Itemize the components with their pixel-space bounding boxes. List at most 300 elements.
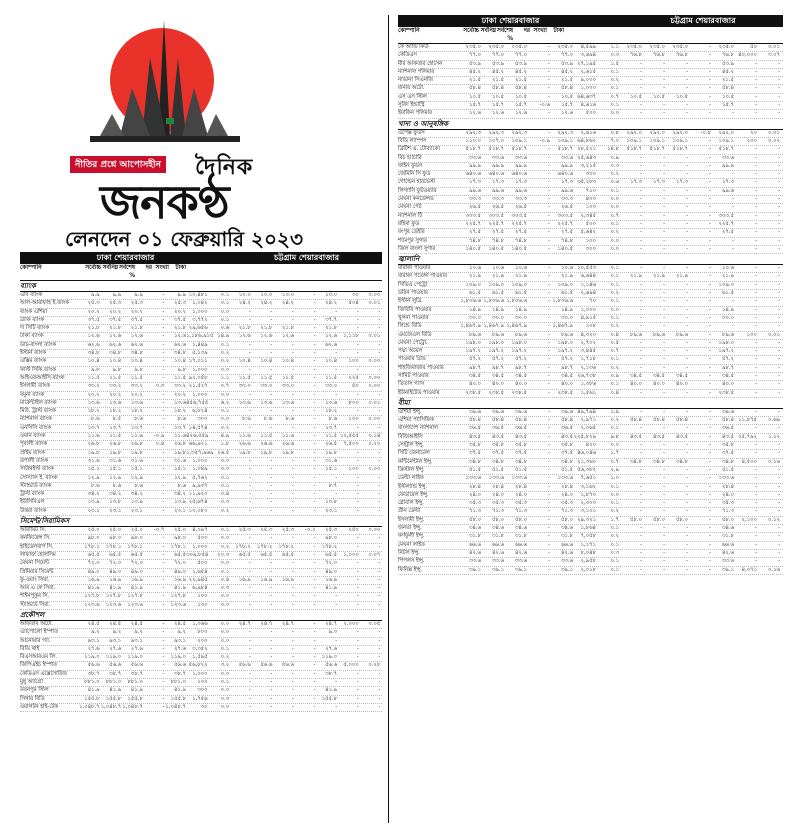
cell-value: - xyxy=(755,450,757,457)
cell-value: ২৬.৮ xyxy=(173,441,186,448)
cell-value: - xyxy=(640,171,642,178)
cell-value: ৮০০ xyxy=(348,399,359,406)
cell-value: ৮৮১.০ xyxy=(105,679,122,686)
cell-value: ৩৯.১ xyxy=(491,566,504,573)
company-name: ব্র্যাক ব্যাংক xyxy=(20,316,45,323)
cell-value: ৫০৪ xyxy=(348,300,359,307)
cell-value: - xyxy=(313,399,316,406)
cell-value: ২৮.৪ xyxy=(514,483,527,490)
cell-value: ১৩.৮ xyxy=(325,499,338,506)
cell-value: - xyxy=(248,687,251,694)
cell-value: ১১.৫ xyxy=(238,374,251,381)
cell-value: ৩৭.৫ xyxy=(173,316,186,323)
table-row xyxy=(20,491,382,499)
cell-value: ৬৬.৬ xyxy=(468,541,481,548)
cell-value: ০.০১ xyxy=(368,333,381,340)
cell-value: - xyxy=(162,560,165,567)
cell-value: ১২.৬ xyxy=(130,333,143,340)
cell-value: ০.৩ xyxy=(610,549,619,556)
cell-value: - xyxy=(313,654,316,661)
cell-value: - xyxy=(755,229,757,236)
cell-value: ১৩.৬ xyxy=(238,399,251,406)
cell-value: ১,০৪৮.৭ xyxy=(165,703,186,710)
company-name: নিটল ইন্সু. xyxy=(398,549,420,556)
company-name: এপেক্স ফুডস xyxy=(398,129,425,136)
cell-value: - xyxy=(709,187,711,194)
cell-value: ৫,৭৬২ xyxy=(192,474,208,481)
cell-value: - xyxy=(663,408,665,415)
cell-value: ৩৪.৫ xyxy=(652,372,665,379)
cell-value: - xyxy=(663,77,665,84)
cell-value: ৭,৫০০ xyxy=(343,441,359,448)
cell-value: ২৭.৫ xyxy=(721,229,734,236)
cell-value: - xyxy=(663,491,665,498)
cell-value: - xyxy=(755,171,757,178)
cell-value: ৩১.৬ xyxy=(325,457,338,464)
cell-value: - xyxy=(270,601,273,608)
cell-value: ০.০০ xyxy=(368,466,381,473)
cell-value: ৬৫.৫ xyxy=(281,551,294,558)
cell-value: ২৬,৭৩৮ xyxy=(577,372,596,379)
cell-value: ৫৮.৪ xyxy=(630,417,642,424)
section-title: বীমা xyxy=(398,399,783,409)
cell-value: ২৩.১ xyxy=(130,507,143,514)
cell-value: - xyxy=(755,245,757,252)
cell-value: ৩৩.৬ xyxy=(514,154,527,161)
cell-value: ১২.৯ xyxy=(173,474,186,481)
cell-value: - xyxy=(313,560,316,567)
cell-value: ১০.৪ xyxy=(130,358,143,365)
cell-value: ১৫.১ xyxy=(325,466,338,473)
table-row xyxy=(20,367,382,375)
cell-value: ১৭৮.১ xyxy=(105,543,122,550)
cell-value: ১৬.৯ xyxy=(109,576,122,583)
cell-value: - xyxy=(356,499,359,506)
cell-value: - xyxy=(292,474,294,481)
cell-value: ৮৯.৬ xyxy=(675,331,688,338)
cell-value: ১,০০০ xyxy=(192,308,208,315)
table-row xyxy=(20,292,382,300)
cell-value: - xyxy=(640,196,642,203)
cell-value: - xyxy=(292,507,294,514)
cell-value: ২৭.৬ xyxy=(325,645,338,652)
cell-value: ৪১.৯ xyxy=(173,687,186,694)
cell-value: - xyxy=(270,703,273,710)
cell-value: ৯৮.৭ xyxy=(721,364,734,371)
cell-value: ১২.৬ xyxy=(560,110,573,117)
section-title: প্রকৌশল xyxy=(20,611,382,621)
cell-value: ৪৫.২ xyxy=(560,68,573,75)
cell-value: - xyxy=(663,508,665,515)
table-row xyxy=(398,467,783,475)
cell-value: ০.০ xyxy=(610,204,619,211)
cell-value: ১৬.৯ xyxy=(325,576,338,583)
cell-value: ৫৬,৮২২ xyxy=(188,662,208,669)
table-row xyxy=(398,567,783,575)
company-name: ওয়ান ব্যাংক xyxy=(20,433,46,440)
cell-value: ৫৮.৪ xyxy=(653,417,665,424)
cell-value: - xyxy=(686,220,688,227)
cell-value: ৬৫.৫ xyxy=(173,551,186,558)
cell-value: ৯৮.০ xyxy=(325,535,338,542)
table-row xyxy=(398,163,783,171)
cell-value: - xyxy=(548,212,550,219)
cell-value: - xyxy=(709,483,711,490)
cell-value: - xyxy=(640,541,642,548)
cell-value: - xyxy=(292,491,294,498)
cell-value: ২৪.২ xyxy=(238,300,251,307)
cell-value: - xyxy=(548,154,550,161)
cell-value: ৪১.৯ xyxy=(109,687,122,694)
cell-value: - xyxy=(548,204,550,211)
cell-value: - xyxy=(663,323,665,330)
cell-value: ৩৩.৬ xyxy=(721,154,734,161)
cell-value: ৩৪.৬ xyxy=(491,525,504,532)
cell-value: ৪,০৭১ xyxy=(741,566,757,573)
cell-value: ১০.০ xyxy=(325,292,338,298)
cell-value: ৭৬.৮ xyxy=(675,52,688,59)
cell-value: - xyxy=(663,204,665,211)
cell-value: ১,০০০ xyxy=(192,391,208,398)
cell-value: ৩০.০ xyxy=(514,314,527,321)
cell-value: - xyxy=(686,85,688,92)
cell-value: - xyxy=(778,229,780,236)
cell-value: ০.৭ xyxy=(610,212,619,219)
cell-value: - xyxy=(356,543,359,550)
cell-value: ০.০ xyxy=(220,466,230,473)
cell-value: - xyxy=(778,237,780,244)
cell-value: ৩৪.৮ xyxy=(173,350,186,357)
cell-value: - xyxy=(778,273,780,280)
table-row xyxy=(20,577,382,585)
cell-value: ৬৪০.৬ xyxy=(488,171,504,178)
cell-value: - xyxy=(686,298,688,305)
cell-value: ৬,৯৮৪ xyxy=(192,585,208,592)
cell-value: - xyxy=(709,458,711,465)
cell-value: ৩০৩.৫ xyxy=(488,212,504,219)
cell-value: ৫৬.৬ xyxy=(87,662,100,669)
cell-value: ৩৪.৮ xyxy=(560,458,573,465)
cell-value: ২৪.০ xyxy=(721,491,734,498)
cell-value: ৩৩.২ xyxy=(130,383,143,390)
cell-value: ২৫.৩ xyxy=(109,300,122,307)
cell-value: - xyxy=(663,466,665,473)
cell-value: ১,৬৫৪ xyxy=(192,568,208,575)
cell-value: - xyxy=(248,535,251,542)
cell-value: - xyxy=(778,187,780,194)
company-name: উত্তরা ব্যাংক xyxy=(20,507,47,514)
cell-value: - xyxy=(640,549,642,556)
cell-value: - xyxy=(755,348,757,355)
cell-value: ৫০০ xyxy=(585,220,596,227)
cell-value: - xyxy=(270,560,273,567)
cell-value: ২৪.৫ xyxy=(109,620,122,627)
cell-value: ১৫৫.৮ xyxy=(127,695,143,702)
cell-value: - xyxy=(548,179,550,186)
cell-value: - xyxy=(313,383,316,390)
cell-value: - xyxy=(548,245,550,252)
cell-value: ২৬.৬ xyxy=(238,441,251,448)
cell-value: - xyxy=(548,549,550,556)
ctg-header-right: চট্টগ্রাম শেয়ারবাজার xyxy=(623,15,783,27)
cell-value: ৩৫.৩ xyxy=(491,500,504,507)
cell-value: - xyxy=(686,500,688,507)
cell-value: ১১৯.০ xyxy=(127,654,143,661)
company-name: জনতা ইন্সু. xyxy=(398,525,422,532)
company-name: ফাইন ফুডস xyxy=(398,162,423,169)
cell-value: - xyxy=(709,237,711,244)
cell-value: - xyxy=(548,273,550,280)
cell-value: ০.২০ xyxy=(368,441,381,448)
cell-value: ২২৫.৭ xyxy=(465,220,481,227)
cell-value: - xyxy=(755,154,757,161)
cell-value: ২৭.৫ xyxy=(491,229,504,236)
cell-value: ১৭.৩ xyxy=(514,179,527,186)
cell-value: ২২৫.৭ xyxy=(718,220,734,227)
table-row xyxy=(20,687,382,695)
cell-value: - xyxy=(778,245,780,252)
cell-value: ১,১১৮ xyxy=(343,333,359,340)
cell-value: ৪৩.৫ xyxy=(514,433,527,440)
cell-value: ১০.৪ xyxy=(87,358,100,365)
cell-value: - xyxy=(313,687,316,694)
company-name: আনোয়ার গ্যা. xyxy=(20,637,51,644)
cell-value: - xyxy=(292,568,294,575)
company-name: এক্সিম ব্যাংক xyxy=(20,358,47,365)
cell-value: ২০.২ xyxy=(130,308,143,315)
cell-value: - xyxy=(248,654,251,661)
cell-value: - xyxy=(778,442,780,449)
table-row xyxy=(398,550,783,558)
cell-value: ২৫.০ xyxy=(130,527,143,534)
table-row xyxy=(20,646,382,654)
company-name: খুলনা পাওয়ার xyxy=(398,314,429,321)
cell-value: ১,০৪৮.৭ xyxy=(79,703,100,710)
cell-value: - xyxy=(755,237,757,244)
cell-value: ০.২ xyxy=(610,171,619,178)
cell-value: ২৬.৬ xyxy=(260,441,273,448)
cell-value: - xyxy=(640,290,642,297)
cell-value: ৬২.৬ xyxy=(109,341,122,348)
cell-value: ৪০,০০০ xyxy=(738,52,757,59)
cell-value: - xyxy=(686,348,688,355)
cell-value: - xyxy=(313,482,316,489)
cell-value: ৩৪.৫ xyxy=(675,372,688,379)
cell-value: ২৪.০ xyxy=(560,491,573,498)
cell-value: ২০০ xyxy=(197,637,208,644)
cell-value: - xyxy=(313,441,316,448)
cell-value: - xyxy=(640,533,642,540)
cell-value: ০.১ xyxy=(610,566,619,573)
cell-value: - xyxy=(709,364,711,371)
cell-value: - xyxy=(548,331,550,338)
cell-value: ১২.৬ xyxy=(109,333,122,340)
cell-value: ০.১ xyxy=(610,187,619,194)
cell-value: - xyxy=(548,68,550,75)
cell-value: - xyxy=(270,670,273,677)
cell-value: ১০,৪৮১ xyxy=(188,292,208,298)
company-name: জিল বাংলা সুগার xyxy=(398,245,436,252)
cell-value: - xyxy=(640,60,642,67)
cell-value: - xyxy=(709,417,711,424)
cell-value: - xyxy=(640,85,642,92)
company-name: ফু-ওয়াং সিরা. xyxy=(20,576,50,583)
col-last: সর্বশেষ % xyxy=(118,265,135,279)
cell-value: - xyxy=(162,695,165,702)
cell-value: - xyxy=(378,679,381,686)
cell-value: ১৪.৯ xyxy=(561,306,573,313)
cell-value: ১,৪৬৭.৯ xyxy=(506,323,527,330)
cell-value: ৬৪০.৬ xyxy=(465,171,481,178)
cell-value: ৯.৯ xyxy=(91,292,100,298)
cell-value: ১,০০০ xyxy=(580,306,596,313)
cell-value: ৮.৬ xyxy=(177,482,186,489)
cell-value: ৭২.০ xyxy=(325,560,338,567)
cell-value: - xyxy=(270,499,273,506)
cell-value: - xyxy=(162,308,165,315)
cell-value: - xyxy=(778,171,780,178)
cell-value: ১৫৫.৮ xyxy=(105,695,122,702)
cell-value: ১২.৬ xyxy=(173,333,186,340)
cell-value: ১০.৫ xyxy=(675,93,688,100)
cell-value: - xyxy=(686,237,688,244)
cell-value: ৩৫.৩ xyxy=(560,500,573,507)
cell-value: - xyxy=(709,52,711,59)
cell-value: ৪১.৯ xyxy=(130,585,143,592)
cell-value: ০.০ xyxy=(220,687,230,694)
cell-value: ০.২ xyxy=(220,358,230,365)
cell-value: ২৫,৬৭৪ xyxy=(188,499,208,506)
cell-value: - xyxy=(755,533,757,540)
ctg-header: চট্টগ্রাম শেয়ারবাজার xyxy=(231,252,382,264)
table-row xyxy=(398,381,783,389)
table-row xyxy=(20,569,382,577)
cell-value: ৩৪.২ xyxy=(173,491,186,498)
cell-value: ৯৯.৬ xyxy=(468,187,481,194)
cell-value: ৮.৬ xyxy=(263,416,273,423)
cell-value: ৩৬.৫ xyxy=(560,425,573,432)
table-row xyxy=(398,417,783,425)
company-name: ন্যাশনাল ব্যাংক xyxy=(20,416,52,423)
company-name: সিটি জেনারেল xyxy=(398,450,430,457)
cell-value: ০.২ xyxy=(220,543,230,550)
cell-value: - xyxy=(378,654,381,661)
company-name: এশিয়া প্যাসিফিক xyxy=(398,417,434,424)
cell-value: - xyxy=(313,645,316,652)
cell-value: - xyxy=(778,85,780,92)
cell-value: ২৯২.০ xyxy=(672,129,688,136)
cell-value: ৪৩.৫ xyxy=(468,433,481,440)
cell-value: - xyxy=(548,372,550,379)
cell-value: ৬২.৬ xyxy=(87,341,100,348)
cell-value: - xyxy=(313,416,316,423)
cell-value: - xyxy=(270,366,273,373)
table-row xyxy=(20,466,382,474)
cell-value: ০.০০ xyxy=(368,358,381,365)
cell-value: ৩০.০ xyxy=(491,314,504,321)
table-row xyxy=(20,342,382,350)
cell-value: - xyxy=(686,364,688,371)
cell-value: - xyxy=(292,391,294,398)
cell-value: ০.০০ xyxy=(368,374,381,381)
cell-value: ১৪০.৫ xyxy=(557,245,573,252)
cell-value: - xyxy=(755,500,757,507)
cell-value: - xyxy=(755,558,757,565)
cell-value: ৩৪.২ xyxy=(130,491,143,498)
cell-value: ৯৮.০ xyxy=(87,535,100,542)
cell-value: ৯৩.১ xyxy=(130,637,143,644)
cell-value: - xyxy=(755,381,757,388)
cell-value: ৯২,০৫৮ xyxy=(188,374,208,381)
cell-value: - xyxy=(732,298,734,305)
cell-value: - xyxy=(313,424,316,431)
cell-value: - xyxy=(640,187,642,194)
cell-value: ১৯.৮ xyxy=(238,449,251,456)
cell-value: ৪২৬,৫৫৯ xyxy=(185,433,209,440)
cell-value: ৯৩.১ xyxy=(173,637,186,644)
cell-value: - xyxy=(686,533,688,540)
cell-value: ১১.৫ xyxy=(87,374,100,381)
table-row xyxy=(20,508,382,516)
cell-value: - xyxy=(356,325,359,332)
cell-value: ৬৬.৬ xyxy=(560,541,573,548)
cell-value: ১৫.১ xyxy=(109,466,122,473)
cell-value: - xyxy=(686,466,688,473)
company-name: বিএসআরএম লি. xyxy=(20,654,57,661)
company-name: সাউথইস্ট ব্যাংক xyxy=(20,466,54,473)
cell-value: - xyxy=(313,325,316,332)
cell-value: ৮৯.৬ xyxy=(491,331,504,338)
cell-value: - xyxy=(663,85,665,92)
cell-value: - xyxy=(248,366,251,373)
cell-value: - xyxy=(778,408,780,415)
cell-value: ২০.২ xyxy=(173,391,186,398)
cell-value: - xyxy=(270,474,273,481)
cell-value: ১০.৪ xyxy=(260,358,273,365)
cell-value: ০.২ xyxy=(610,323,619,330)
cell-value: ০.১ xyxy=(610,265,619,272)
cell-value: ১৯৭.২ xyxy=(718,348,734,355)
cell-value: - xyxy=(755,110,757,117)
cell-value: ৪৫৬,৭৫৫ xyxy=(185,399,209,406)
cell-value: - xyxy=(162,482,165,489)
cell-value: - xyxy=(778,93,780,100)
cell-value: - xyxy=(356,585,359,592)
cell-value: - xyxy=(162,374,165,381)
cell-value: ৫৮.৪ xyxy=(722,85,734,92)
company-name: হাইডেলবার্গ সি. xyxy=(20,543,54,550)
cell-value: - xyxy=(709,154,711,161)
martyrs-monument-logo xyxy=(70,18,240,153)
cell-value: ১০৯.১ xyxy=(511,137,527,144)
cell-value: ২৪.৭ xyxy=(260,620,273,627)
cell-value: - xyxy=(548,110,550,117)
cell-value: - xyxy=(378,576,381,583)
table-row xyxy=(20,544,382,552)
cell-value: - xyxy=(270,535,273,542)
cell-value: - xyxy=(313,341,316,348)
cell-value: - xyxy=(356,341,359,348)
cell-value: ২৬.৫ xyxy=(217,449,230,456)
cell-value: ০.১ xyxy=(610,483,619,490)
cell-value: ১,০৬৬ xyxy=(192,620,208,627)
cell-value: ২,৬৯৪ xyxy=(580,290,596,297)
cell-value: ৫৮.৪ xyxy=(492,85,504,92)
cell-value: ১৯.৮ xyxy=(130,449,143,456)
cell-value: - xyxy=(292,457,294,464)
cell-value: - xyxy=(709,466,711,473)
table-row xyxy=(398,221,783,229)
